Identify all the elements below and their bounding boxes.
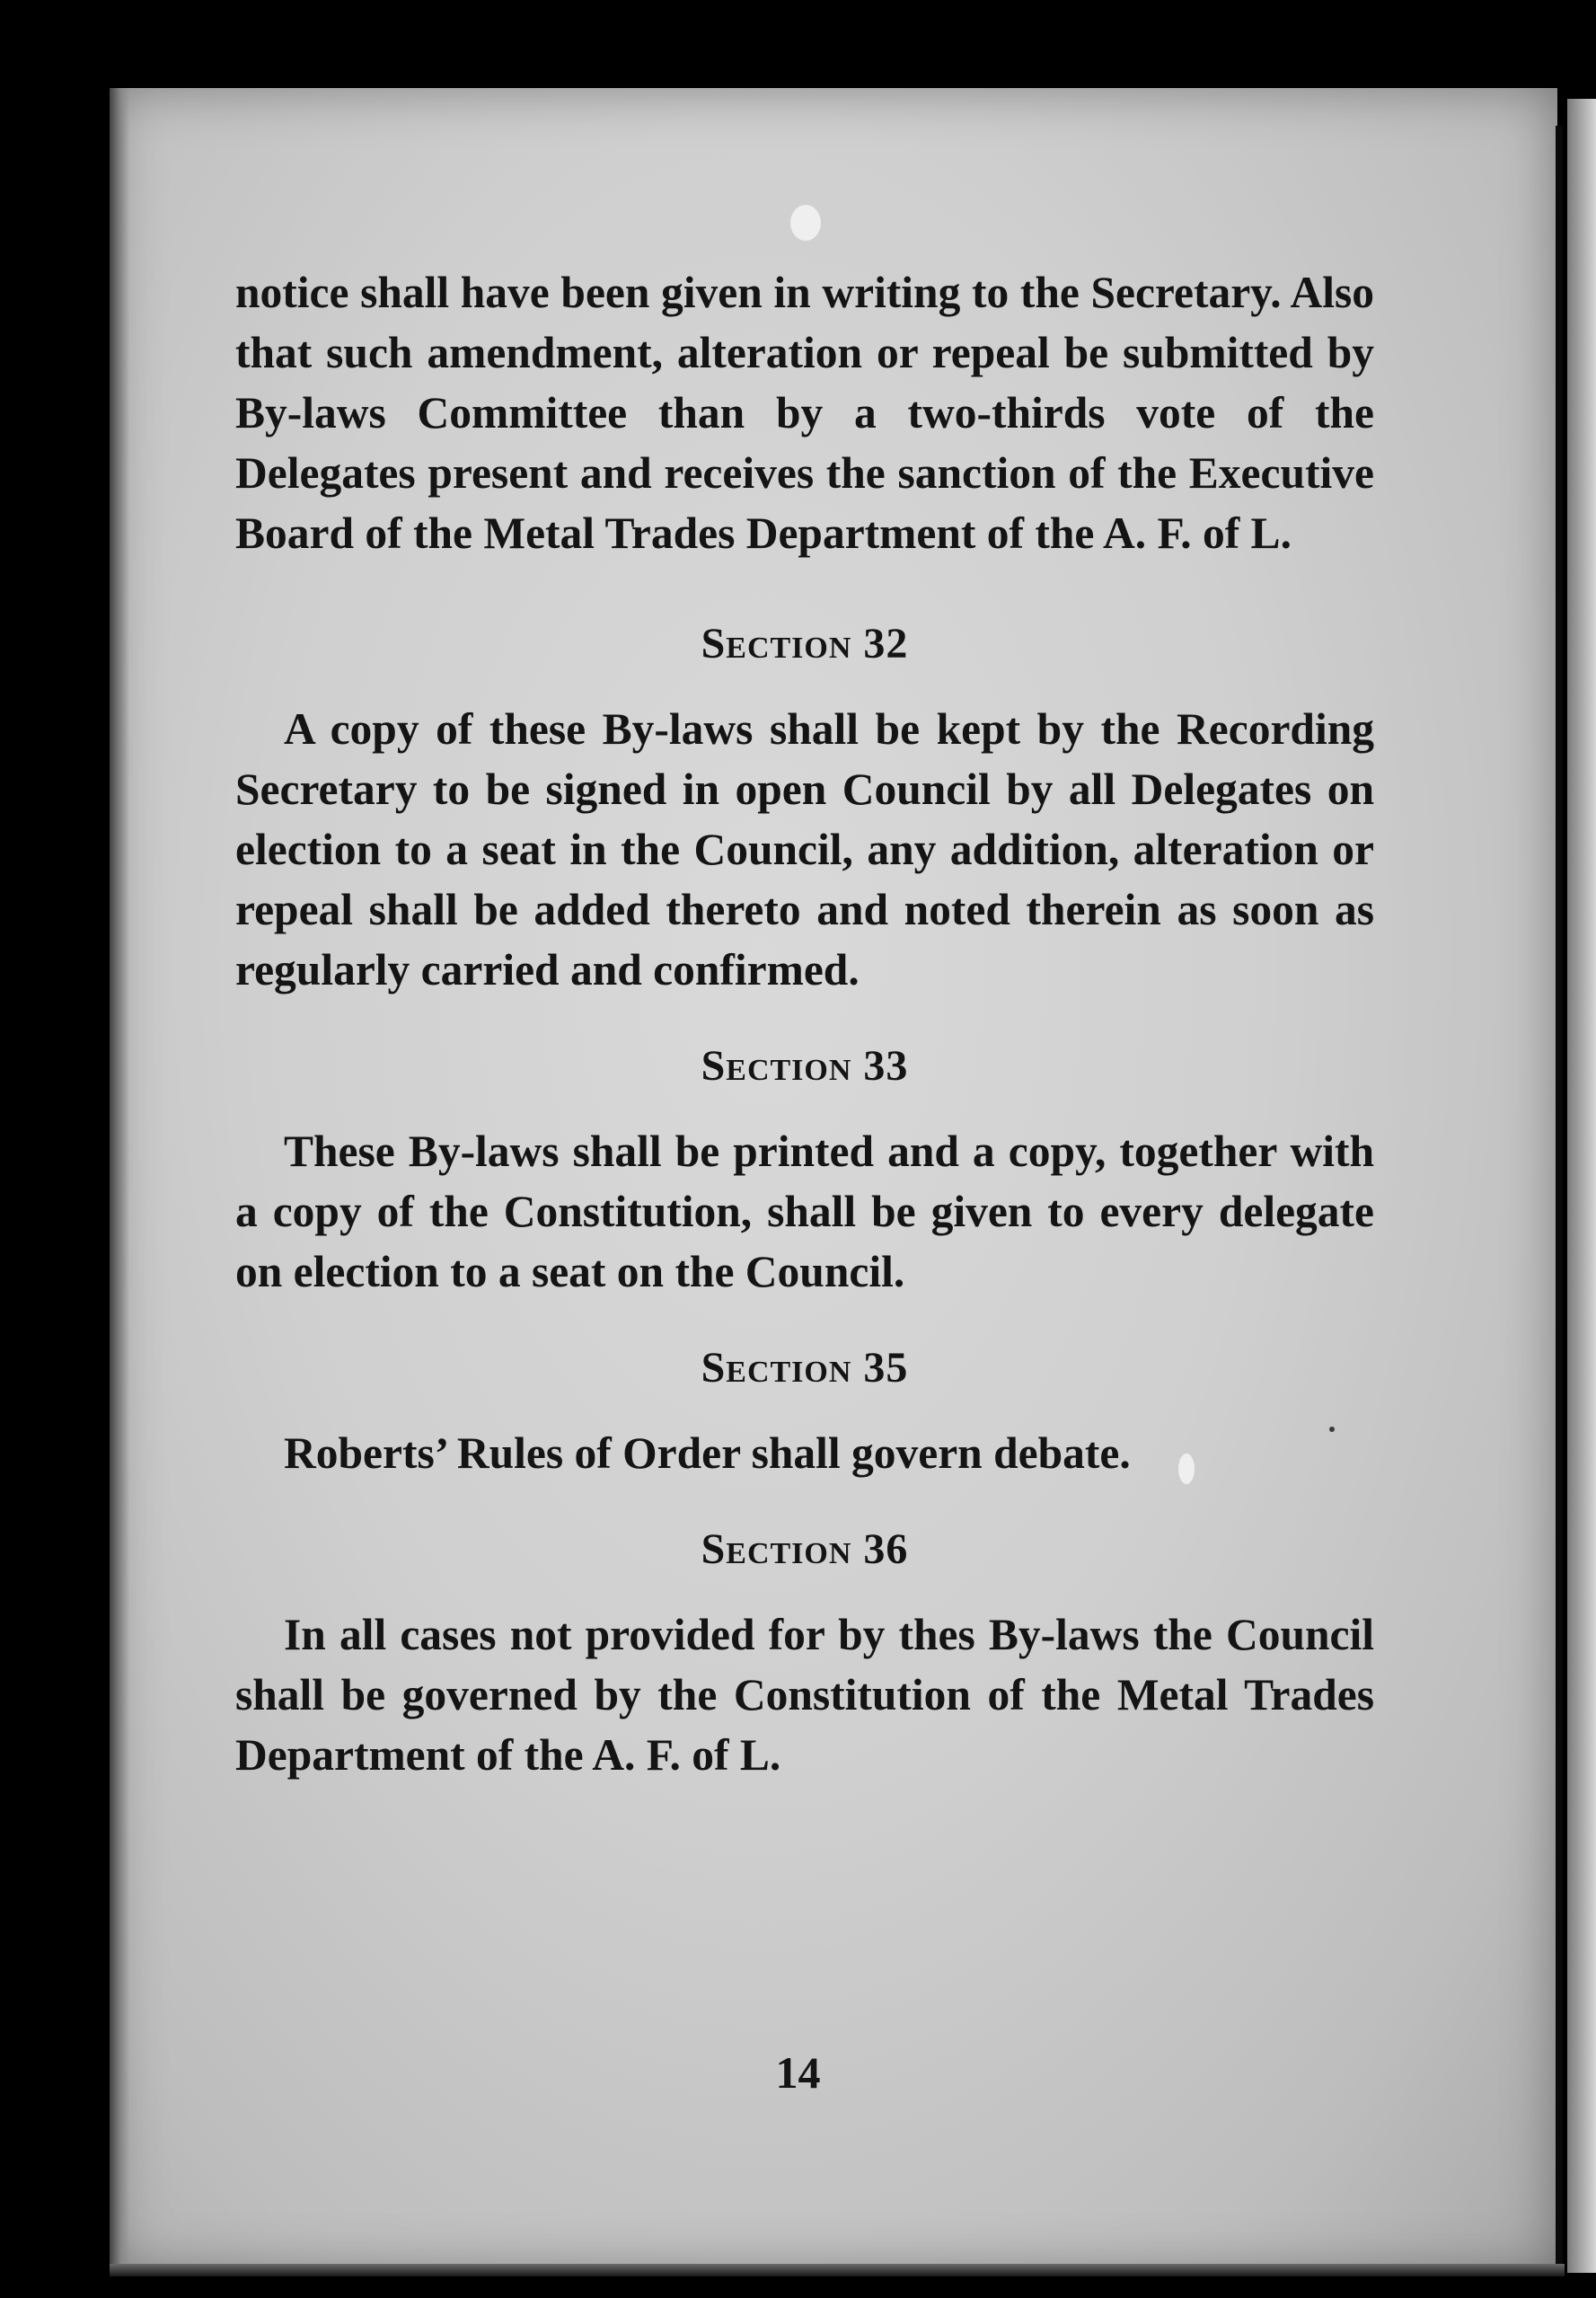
section-text-33: These By-laws shall be printed and a copy, together with a copy of the Constitution, shall be given to every delegate on election to a seat on the Council. — [235, 1127, 1374, 1296]
book-spine — [1556, 126, 1563, 2273]
page-text — [235, 262, 1374, 1785]
opening-paragraph: notice shall have been given in writing to the Secretary. Also that such amendment, alteration or repeal be submitted by By-laws Committee than by a two-thirds vote of the Delegates present and receives the sanction of the Executive Board of the Metal Trades Department of the A. F. of L. — [235, 268, 1374, 558]
page-number: 14 — [775, 2047, 821, 2098]
section-heading-36: Section 36 — [701, 1525, 909, 1573]
paper-speck — [790, 205, 821, 241]
section-text-32: A copy of these By-laws shall be kept by the Recording Secretary to be signed in open Council by all Delegates on election to a seat in the Council, any addition, alteration or repeal shall be added thereto and noted therein as soon as regularly carried and confirmed. — [235, 704, 1374, 994]
page-left-edge — [110, 88, 129, 2273]
section-heading-35: Section 35 — [701, 1344, 909, 1392]
section-heading-32: Section 32 — [701, 620, 909, 667]
section-heading-33: Section 33 — [701, 1042, 909, 1090]
page-bottom-edge — [110, 2264, 1565, 2276]
section-text-35: Roberts’ Rules of Order shall govern debate. — [284, 1428, 1131, 1478]
section-text-36: In all cases not provided for by thes By-laws the Council shall be governed by the Constitution of the Metal Trades Department of the A. F. of L. — [235, 1610, 1374, 1780]
facing-page-edge — [1567, 99, 1596, 2273]
